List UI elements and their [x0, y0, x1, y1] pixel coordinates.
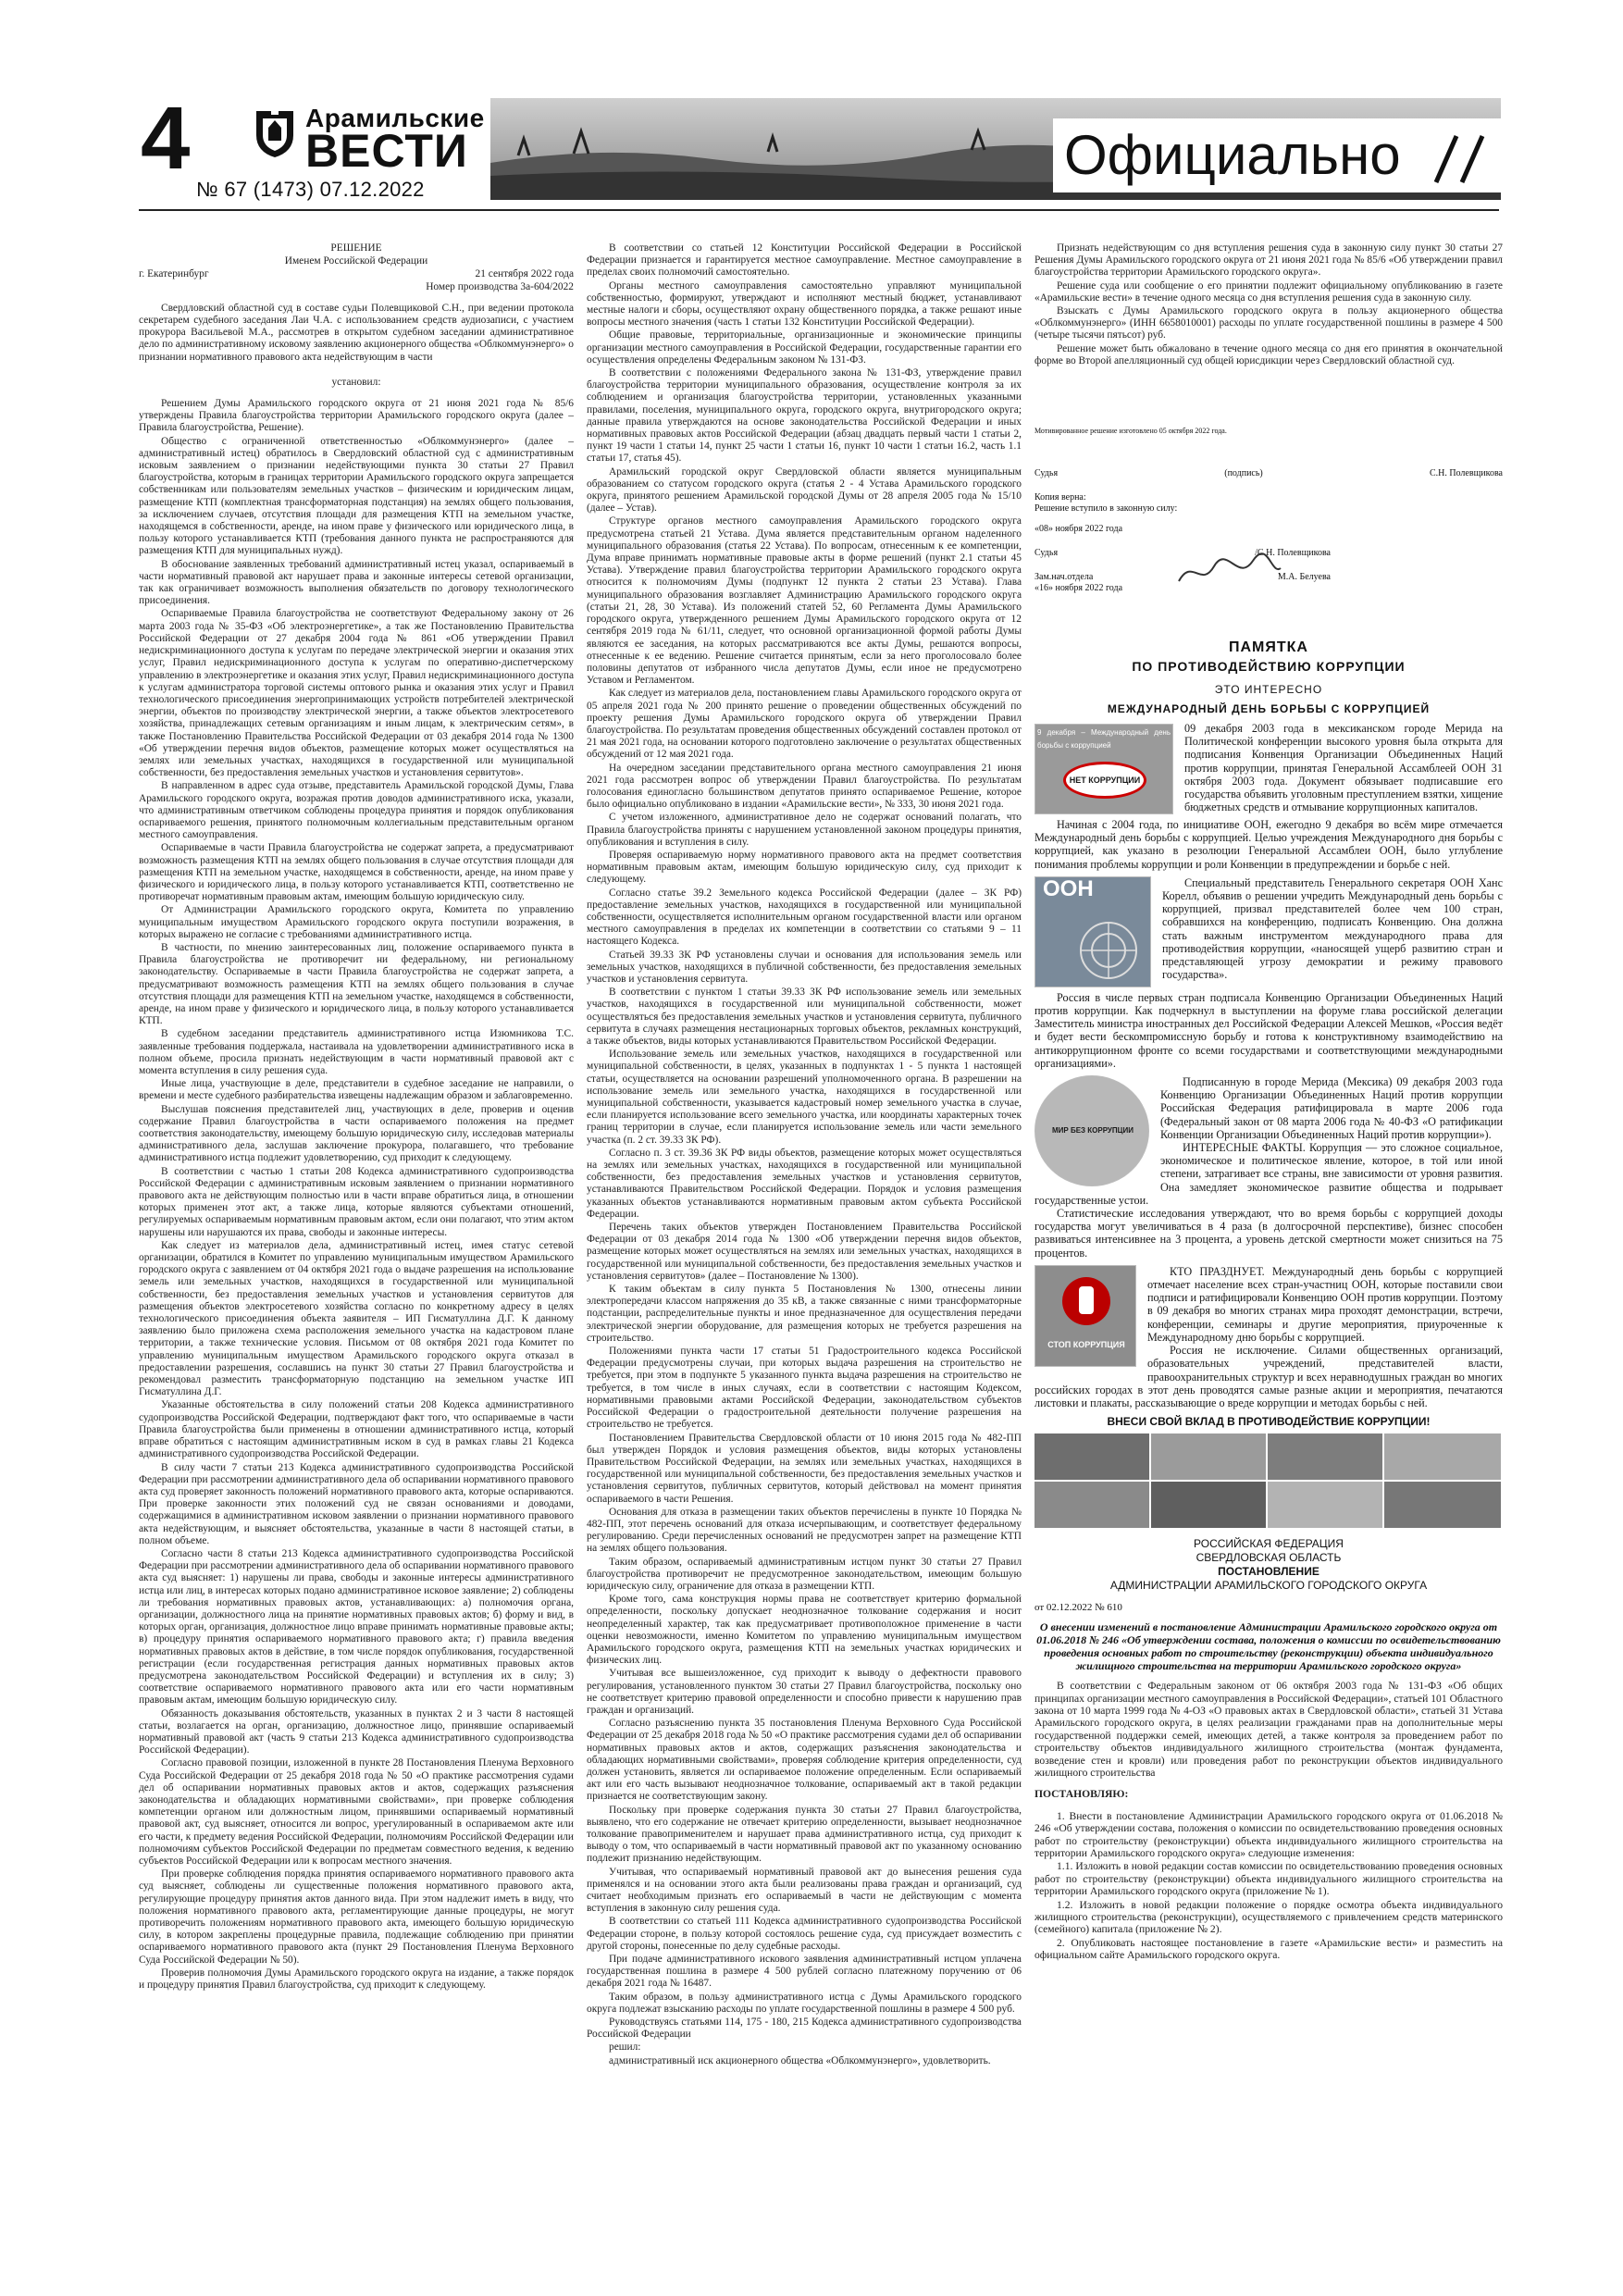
resolution-items: [1035, 1810, 1503, 1962]
decision-date: 21 сентября 2022 года: [475, 268, 574, 280]
memo-p6: ИНТЕРЕСНЫЕ ФАКТЫ. Коррупция — это сложное социальное, экономическое и политическое явление, которое, в той или иной степени, затрагивает все страны, вне зависимости от уровня развития. Она замедляет экономическое развитие общества и подрывает государственные устои.: [1035, 1141, 1503, 1207]
city-crest-icon: [254, 107, 296, 159]
img4-text: СТОП КОРРУПЦИЯ: [1047, 1339, 1125, 1349]
established-label: установил:: [331, 376, 381, 388]
decision-title: РЕШЕНИЕ: [330, 242, 382, 254]
body-paragraph: Согласно п. 3 ст. 39.36 ЗК РФ виды объектов, размещение которых может осуществляться на землях или земельных участках, находящихся в государственной или муниципальной собственности, без предоставления земельных участков и установления сервитутов, устанавливаются Правительством Российской Федерации. Порядок и условия размещения указанных объектов устанавливаются нормативным правовым актом субъекта Российской Федерации.: [587, 1147, 1022, 1220]
resolution-item: 1. Внести в постановление Администрации Арамильского городского округа от 01.06.2018 № 246 «Об утверждении состава, положения о комиссии по освидетельствованию проведения основных работ по строительству (реконструкции) объекта индивидуального жилищного строительства на территории Арамильского городского округа» следующие изменения:: [1035, 1809, 1503, 1859]
collage-photo: [1384, 1482, 1501, 1528]
body-paragraph: Решением Думы Арамильского городского округа от 21 июня 2021 года № 85/6 утверждены Правила благоустройства территории Арамильского городского округа (далее – Правила благоустройства, Решение).: [139, 398, 574, 434]
memo-p3: Специальный представитель Генерального секретаря ООН Ханс Корелл, объявив о решении учредить Международный день борьбы с коррупцией, призвал представителей более чем 100 стран, собравшихся на конференцию, подписать Конвенцию. Она должна стать важным инструментом международного права для противодействия коррупции, «наносящей ущерб развитию стран и представляющей угрозу демократии и режиму правового государства».: [1162, 875, 1503, 982]
body-paragraph: К таким объектам в силу пункта 5 Постановления № 1300, отнесены линии электропередачи классом напряжения до 35 кВ, а также связанные с ними трансформаторные подстанции, распределительные пункты и иное предназначенное для осуществления передачи электрической энергии оборудование, для размещения которых не требуется разрешения на строительство.: [587, 1284, 1022, 1344]
body-paragraph: Иные лица, участвующие в деле, представители в судебное заседание не направили, о времени и месте судебного разбирательства извещены надлежащим образом и заблаговременно.: [139, 1078, 574, 1102]
resolution-para: В соответствии с Федеральным законом от 06 октября 2003 года № 131-ФЗ «Об общих принципах организации местного самоуправления в Российской Федерации», статьей 101 Областного закона от 10 марта 1999 года № 4-ОЗ «О правовых актах в Свердловской области», статьей 31 Устава Арамильского городского округа, в целях реализации гражданами прав на дополнительные меры государственной поддержки семей, имеющих детей, а также контроля за проведением работ по строительству объектов индивидуального жилищного строительства (монтаж фундамента, возведение стен и кровли) или проведения работ по реконструкции объектов индивидуального жилищного строительства: [1035, 1680, 1503, 1779]
body-paragraph: В соответствии с пунктом 1 статьи 39.33 ЗК РФ использование земель или земельных участков, находящихся в государственной или муниципальной собственности, может осуществляться без предоставления земельных участков и установления сервитута, публичного сервитута в случаях размещения нестационарных торговых объектов, рекламных конструкций, а также объектов, виды которых устанавливаются Правительством Российской Федерации.: [587, 987, 1022, 1047]
resolution-item: 1.1. Изложить в новой редакции состав комиссии по освидетельствованию проведения основных работ по строительству (реконструкции) объекта индивидуального жилищного строительства на территории Арамильского городского округа (приложение № 1).: [1035, 1860, 1503, 1898]
memo-p5: Подписанную в городе Мерида (Мексика) 09 декабря 2003 года Конвенцию Организации Объединенных Наций против коррупции Российская Федерация ратифицировала в марте 2006 года (Федеральный закон от 08 марта 2006 года № 40-ФЗ «О ратификации Конвенции Организации Объединенных Наций против коррупции»).: [1160, 1075, 1503, 1141]
resolution-line4: АДМИНИСТРАЦИИ АРАМИЛЬСКОГО ГОРОДСКОГО ОКРУГА: [1109, 1579, 1428, 1593]
img1-caption: 9 декабря – Международный день борьбы с коррупцией: [1037, 728, 1171, 751]
deputy-date: «16» ноября 2022 года: [1035, 583, 1123, 593]
stop-corruption-image: [1035, 1265, 1136, 1367]
page-number: 4: [141, 89, 191, 188]
judge2-label: Судья: [1035, 548, 1059, 558]
body-paragraph: Использование земель или земельных участков, находящихся в государственной или муниципальной собственности, в целях, указанных в подпунктах 1 - 5 пункта 1 настоящей статьи, осуществляется на основании разрешений уполномоченного органа. В разрешении на использование земель или земельного участка, находящихся в государственной или муниципальной собственности, указывается кадастровый номер земельного участка в случае, если планируется использование всего земельного участка, или координаты характерных точек границ территории в случае, если планируется использование земель или части земельного участка (п. 2 ст. 39.33 ЗК РФ).: [587, 1049, 1022, 1146]
decision-subtitle: Именем Российской Федерации: [284, 255, 428, 267]
judge-signature-row: [1035, 468, 1503, 479]
body-paragraph: В соответствии с положениями Федерального закона № 131-ФЗ, утверждение правил благоустройства территории муниципального образования, осуществление контроля за их соблюдением и организация благоустройства территории, установленных указанными правилами, поселения, муниципального округа, городского округа, внутригородского округа; данные правила утверждаются на основе законодательства Российской Федерации и иных нормативных правовых актов Российской Федерации (абзац двадцать первый части 1 статьи 2, пункт 19 части 1 статьи 14, пункт 25 части 1 статьи 16, пункт 10 части 1 статьи 16.2, часть 1.1 статьи 17, статья 45).: [587, 367, 1022, 465]
memo-p2: Начиная с 2004 года, по инициативе ООН, ежегодно 9 декабря во всём мире отмечается Международный день борьбы с коррупцией. Целью учреждения Международного дня борьбы с коррупцией, как указано в резолюции Генеральной Ассамблеи ООН, было углубление понимания проблемы коррупции и роли Конвенции в предупреждении и борьбе с ней.: [1035, 818, 1503, 871]
body-paragraph: Перечень таких объектов утвержден Постановлением Правительства Российской Федерации от 03 декабря 2014 года № 1300 «Об утверждении перечня видов объектов, размещение которых может осуществляться на землях или земельных участках, находящихся в государственной или муниципальной собственности, без предоставления земельных участков и установления сервитутов» (далее – Постановление № 1300).: [587, 1222, 1022, 1282]
deputy-label: Зам.нач.отдела: [1035, 572, 1094, 582]
body-paragraph: Кроме того, сама конструкция нормы права не соответствует критерию формальной определенности, поскольку допускает неоднозначное толкование содержания и носит неопределенный характер, так как предусматривает противоположное применение в части оценки невозможности, именно Комитетом по управлению муниципальным имуществом Арамильского городского округа, размещения КТП на земельных участках юридических и физических лиц.: [587, 1594, 1022, 1667]
body-paragraph: В судебном заседании представитель административного истца Изюмникова Т.С. заявленные требования поддержала, настаивала на удовлетворении административного иска в полном объеме, просила признать недействующим в части нормативный правовой акт с момента вступления в силу решения суда.: [139, 1028, 574, 1076]
in-force-date: «08» ноября 2022 года: [1035, 524, 1123, 534]
header-rule: [139, 209, 1499, 211]
paper-title-line1: Арамильские: [305, 104, 485, 132]
double-slash-icon: [1429, 131, 1493, 187]
body-paragraph: Выслушав пояснения представителей лиц, участвующих в деле, проверив и оценив содержание Правил благоустройства в части оспариваемого положения на предмет соответствия законодательству, имеющему большую юридическую силу, исследовав материалы административного дела, заслушав заключение прокурора, полагавшего, что требование административного истца подлежит удовлетворению, суд приходит к следующему.: [139, 1103, 574, 1164]
resolution-item: 2. Опубликовать настоящее постановление в газете «Арамильские вести» и разместить на официальном сайте Арамильского городского округа.: [1035, 1936, 1503, 1962]
body-paragraph: Признать недействующим со дня вступления решения суда в законную силу пункт 30 статьи 27 Решения Думы Арамильского городского округа от 21 июня 2021 года № 85/6 «Об утверждении правил благоустройства территории Арамильского городского округа».: [1035, 242, 1503, 279]
memo-body: [1035, 722, 1503, 1409]
body-paragraph: Поскольку при проверке содержания пункта 30 статьи 27 Правил благоустройства, выявлено, что его содержание не отвечает критерию определенности, вызывает неоднозначное толкование правоприменителем и нарушает права административного истца, суд приходит к выводу о том, что оспариваемый в части нормативный правовой акт по указанному основанию подлежит признанию недействующим.: [587, 1804, 1022, 1865]
body-paragraph: В обоснование заявленных требований административный истец указал, оспариваемый в части нормативный правовой акт нарушает права и законные интересы сетевой организации, так как ограничивает возможность выполнения обязательств по договору технологического присоединения.: [139, 558, 574, 607]
resolution-date: от 02.12.2022 № 610: [1035, 1602, 1122, 1614]
collage-photo: [1151, 1482, 1266, 1528]
collage-photo: [1035, 1433, 1149, 1480]
column-3: [1035, 242, 1503, 1963]
newspaper-logo: [250, 104, 485, 187]
in-force-label: Решение вступило в законную силу:: [1035, 503, 1178, 514]
decision-city: г. Екатеринбург: [139, 268, 209, 280]
body-paragraph: Согласно статье 39.2 Земельного кодекса Российской Федерации (далее – ЗК РФ) предоставление земельных участков, находящихся в государственной или муниципальной собственности, осуществляется исполнительным органом государственной власти или органом местного самоуправления в пределах их компетенции в соответствии со статьями 9 – 11 настоящего Кодекса.: [587, 887, 1022, 948]
body-paragraph: Структуре органов местного самоуправления Арамильского городского округа предусмотрена статьей 21 Устава. Дума является представительным органом наделенного муниципального образования (статья 22 Устава). По вопросам, отнесенным к ее компетенции, Дума вправе принимать нормативные правовые акты в форме решений (пункт 2.1 статьи 45 Устава). Утверждение правил благоустройства территории Арамильского городского округа относится к полномочиям Думы (подпункт 12 пункта 2 статьи 23 Устава). Глава муниципального образования возглавляет Администрацию Арамильского городского округа (статьи 21, 28, 30 Устава). Из положений статей 52, 60 Регламента Думы Арамильского городского округа, утвержденного решением Думы Арамильского городского округа от 12 сентября 2019 года № 61/11, следует, что основной организационной формой работы Думы являются ее заседания, на которых рассматриваются все акты Думы, решаются вопросы, отнесенные к ее ведению. Решение считается принятым, если за него проголосовало более половины депутатов от избранного числа депутатов Думы, если иное не предусмотрено Уставом и Регламентом.: [587, 515, 1022, 687]
body-paragraph: От Администрации Арамильского городского округа, Комитета по управлению муниципальным имуществом Арамильского городского округа поступили возражения, в которых выражено не согласие с требованиями административного истца.: [139, 904, 574, 940]
resolution-line2: СВЕРДЛОВСКАЯ ОБЛАСТЬ: [1196, 1551, 1342, 1565]
body-paragraph: Согласно части 8 статьи 213 Кодекса административного судопроизводства Российской Федерации при рассмотрении административного дела об оспаривании нормативного правового акта суд выясняет: 1) нарушены ли права, свободы и законные интересы административного истца или лиц, в интересах которых подано административное исковое заявление; 2) соблюдены ли требования нормативных правовых актов, устанавливающих: а) полномочия органа, организации, должностного лица на принятие нормативных правовых актов; б) форму и вид, в которых орган, организация, должностное лицо вправе принимать нормативные правовые акты; в) процедуру принятия оспариваемого нормативного правового акта; г) правила введения нормативных правовых актов в действие, в том числе порядок опубликования, государственной регистрации (если государственная регистрация данных нормативных правовых актов предусмотрена законодательством Российской Федерации) и вступления их в силу; 3) соответствие оспариваемого нормативного правового акта или его части нормативным правовым актам, имеющим большую юридическую силу.: [139, 1547, 574, 1706]
issue-number: № 67 (1473) 07.12.2022: [196, 178, 425, 201]
collage-photo: [1268, 1482, 1382, 1528]
body-paragraph: Таким образом, оспариваемый административным истцом пункт 30 статьи 27 Правил благоустройства противоречит не предусмотренное законодательством, имеющим большую юридическую силу, ограничение для отказа в размещении КТП.: [587, 1556, 1022, 1592]
body-paragraph: Как следует из материалов дела, постановлением главы Арамильского городского округа от 05 апреля 2021 года № 200 принято решение о проведении общественных обсуждений по проекту решения Думы Арамильского городского округа об утверждении Правил благоустройства. По результатам проведения общественных обсуждений составлен протокол от 21 мая 2021 года, на основании которого подготовлено заключение о результатах общественных обсуждений от 12 мая 2021 года.: [587, 688, 1022, 761]
memo-p1: 09 декабря 2003 года в мексиканском городе Мерида на Политической конференции высокого уровня была открыта для подписания Конвенция Организации Объединенных Наций против коррупции, принятая Генеральной Ассамблеей ООН 31 октября 2003 года. Документ обязывает подписавшие его государства объявить уголовным преступлением взятки, хищение бюджетных средств и отмывание коррупционных капиталов.: [1184, 722, 1503, 814]
collage-photo: [1151, 1433, 1266, 1480]
collage-photo: [1384, 1433, 1501, 1480]
memo-callout: ВНЕСИ СВОЙ ВКЛАД В ПРОТИВОДЕЙСТВИЕ КОРРУПЦИИ!: [1107, 1415, 1431, 1429]
deputy-name: М.А. Белуева: [1277, 572, 1331, 582]
body-paragraph: Основания для отказа в размещении таких объектов перечислены в пункте 10 Порядка № 482-ПП, этот перечень оснований для отказа исчерпывающим, и соответствует федеральному регулированию. Среди перечисленных оснований не предусмотрен запрет на размещение КТП на землях общего пользования.: [587, 1506, 1022, 1555]
anticorruption-day-image: [1035, 724, 1173, 814]
body-paragraph: Руководствуясь статьями 114, 175 - 180, 215 Кодекса административного судопроизводства Российской Федерации: [587, 2017, 1022, 2041]
body-paragraph: Общество с ограниченной ответственностью «Облкоммунэнерго» (далее – административный истец) обратилось в Свердловский областной суд с административным исковым заявлением о признании недействующими пункта 30 статьи 27 Правил благоустройства, которым в границах территории Арамильского городского округа запрещается собственникам или пользователям земельных участков – физическим и юридическим лицам, размещение КТП (комплектная трансформаторная подстанция) на землях общего пользования, за исключением случаев, отсутствия площади для размещения КТП на земельном участке, находящемся в собственности, аренде, на ином праве у физического или юридического лица, в пользу которого устанавливается КТП (требования данного пункта не распространяются для размещения КТП для муниципальных нужд).: [139, 435, 574, 557]
body-paragraph: Оспариваемые Правила благоустройства не соответствуют Федеральному закону от 26 марта 2003 года № 35-ФЗ «Об электроэнергетике», а так же Постановлению Правительства Российской Федерации от 27 декабря 2004 года № 861 «Об утверждении Правил недискриминационного доступа к услугам по передаче электрической энергии и оказания этих услуг, Правил недискриминационного доступа к услугам по оперативно-диспетчерскому управлению в электроэнергетике и оказания этих услуг, Правил недискриминационного доступа к услугам администратора торговой системы оптового рынка и оказания этих услуг и Правил технологического присоединения энергопринимающих устройств потребителей электрической энергии, объектов по производству электрической энергии, а также объектов электросетевого хозяйства, принадлежащих сетевым организациям и иным лицам, к электрическим сетям», в также Постановлению Правительства Российской Федерации от 03 декабря 2014 года № 1300 «Об утверждении перечня видов объектов, размещение которых может осуществляться на землях или земельных участках, находящихся в государственной или муниципальной собственности, без предоставления земельных участков и установления сервитутов».: [139, 608, 574, 779]
body-paragraph: Постановлением Правительства Свердловской области от 10 июня 2015 года № 482-ПП был утвержден Порядок и условия размещения объектов, виды которых установлены Правительством Российской Федерации, на землях или земельных участках, находящихся в государственной или муниципальной собственности, без предоставления земельных участков и установления сервитутов, публичных сервитутов, который действовал на момент принятия оспариваемого в части Решения.: [587, 1432, 1022, 1505]
decision-meta: [139, 268, 574, 280]
memo-interesting: ЭТО ИНТЕРЕСНО: [1214, 683, 1323, 696]
resolution-decree: ПОСТАНОВЛЯЮ:: [1035, 1788, 1129, 1801]
body-paragraph: Как следует из материалов дела, административный истец, имея статус сетевой организации, обратился в Комитет по управлению муниципальным имуществом Арамильского городского округа с заявлением от 04 октября 2021 года о выдаче разрешения на использование земель или земельных участков, находящихся в государственной или муниципальной собственности, без предоставления земельных участков и установления сервитутов для размещения объектов электросетевого хозяйства согласно по конкретному адресу в целях технологического присоединения объекта заявителя – ИП Гисматуллина Д.Г. К данному заявлению было приложена схема расположения земельного участка на кадастровом плане территории, а также технические условия. Письмом от 08 октября 2021 года Комитет по управлению муниципальным имуществом Арамильского городского округа отказал в предоставлении разрешения, сославшись на пункт 30 статьи 27 Правил благоустройства и рекомендовал разместить трансформаторную подстанцию на земельном участке ИП Гисматуллина Д.Г.: [139, 1239, 574, 1398]
resolution-line1: РОССИЙСКАЯ ФЕДЕРАЦИЯ: [1194, 1537, 1344, 1551]
resolution-title: О внесении изменений в постановление Администрации Арамильского городского округа от 01.06.2018 № 246 «Об утверждении состава, положения о комиссии по освидетельствованию проведения основных работ по строительству (реконструкции) объекта индивидуального жилищного строительства на территории Арамильского городского округа»: [1036, 1620, 1501, 1673]
body-paragraph: На очередном заседании представительного органа местного самоуправления 21 июня 2021 года рассмотрен вопрос об утверждении Правил благоустройства. По результатам голосования единогласно большинством депутатов принято оспариваемое Решение, которое было официально опубликовано в издании «Арамильские вести», № 333, 30 июня 2021 года.: [587, 762, 1022, 811]
body-paragraph: Решение может быть обжаловано в течение одного месяца со дня его принятия в окончательной форме во Второй апелляционный суд общей юрисдикции через Свердловский областной суд.: [1035, 342, 1503, 366]
column-3-paragraphs: [1035, 242, 1503, 424]
body-paragraph: административный иск акционерного общества «Облкоммунэнерго», удовлетворить.: [609, 2054, 991, 2066]
memo-photo-collage: [1035, 1433, 1503, 1528]
paper-title-line2: ВЕСТИ: [305, 125, 468, 177]
judge-label: Судья: [1035, 468, 1059, 478]
body-paragraph: Учитывая все вышеизложенное, суд приходит к выводу о дефектности правового регулирования, установленного пунктом 30 статьи 27 Правил благоустройства, поскольку оно не соответствует критерию правовой определенности и способно привести к нарушению прав граждан и организаций.: [587, 1668, 1022, 1716]
decision-intro: Свердловский областной суд в составе судьи Полевщиковой С.Н., при ведении протокола секретарем судебного заседания Лаи Ч.А. с использованием средств аудиозаписи, с участием прокурора Васильевой М.А., рассмотрев в открытом судебном заседании административное дело по административному исковому заявлению акционерного общества «Облкоммунэнерго» о признании нормативного правового акта недействующим в части: [139, 302, 574, 363]
stop-hand-icon: [1059, 1273, 1114, 1329]
body-paragraph: Арамильский городской округ Свердловской области является муниципальным образованием со статусом городского округа (статья 2 - 4 Устава Арамильского городского округа, принятого решением Арамильской городской Думы от 28 апреля 2005 года № 15/10 (далее – Устав).: [587, 465, 1022, 515]
no-corruption-sign: НЕТ КОРРУПЦИИ: [1063, 762, 1146, 799]
body-paragraph: При подаче административного искового заявления административный истцом уплачена государственная пошлина в размере 4 500 рублей согласно платежному поручению от 06 декабря 2021 года № 16487.: [587, 1954, 1022, 1990]
body-paragraph: Согласно правовой позиции, изложенной в пункте 28 Постановления Пленума Верховного Суда Российской Федерации от 25 декабря 2018 года № 50 «О практике рассмотрения судами дел об оспаривании нормативных правовых актов и актов, содержащих разъяснения законодательства и обладающих нормативными свойствами», при проверке соблюдения компетенции органом или должностным лицом, принявшими оспариваемый нормативный правовой акт, суд выясняет, относится ли вопрос, урегулированный в оспариваемом акте или его части, к предмету ведения Российской Федерации, полномочиям Российской Федерации или полномочиям субъектов Российской Федерации по предметам совместного ведения, к ведению субъектов Российской Федерации или к вопросам местного значения.: [139, 1757, 574, 1867]
body-paragraph: В силу части 7 статьи 213 Кодекса административного судопроизводства Российской Федерации при рассмотрении административного дела об оспаривании нормативного правового акта суд проверяет законность положений нормативного правового акта, которые оспариваются. При проверке законности этих положений суд не связан основаниями и доводами, содержащимися в административном исковом заявлении о признании нормативного правового акта недействующим, и выясняет обстоятельства, указанные в части 8 настоящей статьи, в полном объеме.: [139, 1461, 574, 1546]
collage-photo: [1035, 1482, 1149, 1528]
signature-stamp-icon: [1173, 548, 1284, 594]
memo-title-1: ПАМЯТКА: [1229, 639, 1308, 655]
body-paragraph: В соответствии с частью 1 статьи 208 Кодекса административного судопроизводства Российской Федерации с административным исковым заявлением о признании нормативного правового акта не действующим полностью или в части вправе обратиться лица, в отношении которых применен этот акт, а также лица, которые являются субъектами отношений, регулируемых оспариваемым нормативным правовым актом, если они полагают, что этим актом нарушены или нарушаются их права, свободы и законные интересы.: [139, 1165, 574, 1238]
body-paragraph: Общие правовые, территориальные, организационные и экономические принципы организации местного самоуправления в Российской Федерации, государственные гарантии его осуществления определены Федеральным законом № 131-ФЗ.: [587, 329, 1022, 366]
body-paragraph: Указанные обстоятельства в силу положений статьи 208 Кодекса административного судопроизводства Российской Федерации, подтверждают факт того, что оспариваемые в части Правила благоустройства были применены в отношении административного истца, который вправе обратиться с настоящим административным иском в суд в рамках главы 21 Кодекса административного судопроизводства Российской Федерации.: [139, 1399, 574, 1460]
collage-photo: [1268, 1433, 1382, 1480]
resolution-line3: ПОСТАНОВЛЕНИЕ: [1218, 1565, 1319, 1579]
body-paragraph: решил:: [609, 2042, 641, 2054]
memo-title-2: ПО ПРОТИВОДЕЙСТВИЮ КОРРУПЦИИ: [1132, 659, 1406, 674]
body-paragraph: При проверке соблюдения порядка принятия оспариваемого нормативного правового акта суд выясняет, соблюдены ли существенные положения нормативного правового акта, регулирующие процедуру принятия актов данного вида. При этом надлежит иметь в виду, что положения нормативного правового акта, регламентирующие данные процедуры, не могут противоречить положениям нормативного правового акта, имеющего большую юридическую силу, в котором закреплены процедурные правила, подлежащие соблюдению при принятии оспариваемого нормативного правового акта (пункт 29 Постановления Пленума Верховного Суда Российской Федерации № 50).: [139, 1868, 574, 1966]
copy-correct: Копия верна:: [1035, 492, 1086, 503]
body-paragraph: Положениями пункта части 17 статьи 51 Градостроительного кодекса Российской Федерации предусмотрены случаи, при которых выдача разрешения на строительство не требуется, при этом в подпункте 5 указанного пункта выдача разрешения на строительство не требуется, в том числе в иных случаях, если в соответствии с настоящим Кодексом, нормативными правовыми актами Российской Федерации, законодательством субъектов Российской Федерации о градостроительной деятельности получение разрешения на строительство не требуется.: [587, 1346, 1022, 1431]
resolution-block: [1035, 1537, 1503, 1962]
column-1-paragraphs: [139, 398, 574, 1992]
body-paragraph: Учитывая, что оспариваемый нормативный правовой акт до вынесения решения суда применялся и на основании этого акта были реализованы права граждан и организаций, суд считает необходимым признать его оспариваемый в части не действующим с момента вступления в законную силу решения суда.: [587, 1866, 1022, 1915]
resolution-item: 1.2. Изложить в новой редакции положение о порядке осмотра объекта индивидуального жилищного строительства (реконструкции), осуществляемого с привлечением средств материнского (семейного) капитала (приложение № 2).: [1035, 1898, 1503, 1936]
body-paragraph: Органы местного самоуправления самостоятельно управляют муниципальной собственностью, формируют, утверждают и исполняют местный бюджет, устанавливают местные налоги и сборы, осуществляют охрану общественного порядка, а также решают иные вопросы местного значения (часть 1 статьи 132 Конституции Российской Федерации).: [587, 279, 1022, 329]
column-1: [139, 242, 574, 1992]
memo-p7: Статистические исследования утверждают, что во время борьбы с коррупцией доходы государства могут увеличиваться в 4 раза (в долгосрочной перспективе), бизнес способен развиваться интенсивнее на 3 процента, а уровень детской смертности может снизиться на 75 процентов.: [1035, 1207, 1503, 1260]
judge-name: С.Н. Полевщикова: [1429, 468, 1503, 478]
body-paragraph: Решение суда или сообщение о его принятии подлежит официальному опубликованию в газете «Арамильские вести» в течение одного месяца со дня вступления решения суда в законную силу.: [1035, 279, 1503, 304]
body-paragraph: В частности, по мнению заинтересованных лиц, положение оспариваемого пункта в Правила благоустройства не противоречит ни федеральному, ни региональному законодательству. Оспариваемые в части Правила благоустройства не содержат запрета, а предусматривают возможность размещения КТП на землях общего пользования в случае отсутствия площади для размещения КТП на земельном участке, находящемся в собственности, аренде, на ином праве у физического и юридического лица, в пользу которого устанавливается КТП.: [139, 941, 574, 1027]
body-paragraph: В направленном в адрес суда отзыве, представитель Арамильской городской Думы, Глава Арамильского городского округа, возражая против доводов административного иска, указали, что административным ответчиком соблюдены процедура принятия и порядок опубликования оспариваемого решения, принятого полномочным коллегиальным представительным органом местного самоуправления.: [139, 780, 574, 841]
memo-p4: Россия в числе первых стран подписала Конвенцию Организации Объединенных Наций против коррупции. Как подчеркнул в выступлении на форуме глава российской делегации Заместитель министра иностранных дел Российской Федерации Алексей Мешков, «Россия ведёт и будет вести бескомпромиссную борьбу и готова к конструктивному взаимодействию на антикоррупционном фронте со всеми государствами и соответствующими международными организациями».: [1035, 990, 1503, 1070]
section-title: [1053, 118, 1503, 192]
memo-day-title: МЕЖДУНАРОДНЫЙ ДЕНЬ БОРЬБЫ С КОРРУПЦИЕЙ: [1107, 702, 1431, 715]
body-paragraph: С учетом изложенного, административное дело не содержат оснований полагать, что Правила благоустройства приняты с нарушением установленной законом процедуры принятия, опубликования и вступления в силу.: [587, 812, 1022, 848]
un-text: ООН: [1043, 875, 1094, 901]
column-2-paragraphs: [587, 242, 1022, 2067]
section-title-text: Официально: [1064, 124, 1401, 186]
body-paragraph: Проверив полномочия Думы Арамильского городского округа на издание, а также порядок и процедуру принятия Правил благоустройства, суд приходит к следующему.: [139, 1967, 574, 1992]
column-2: [587, 242, 1022, 2066]
motivated-note: Мотивированное решение изготовлено 05 октября 2022 года.: [1035, 427, 1227, 435]
body-paragraph: Оспариваемые в части Правила благоустройства не содержат запрета, а предусматривают возможность размещения КТП на землях общего пользования в случае отсутствия площади для размещения КТП на земельном участке, находящемся в собственности, аренде, на ином праве у физического и юридического лица, в пользу которого устанавливается КТП, соответственно не противоречат нормативным правовым актам, имеющим большую юридическую силу.: [139, 842, 574, 903]
judge2-name: /С.Н. Полевщикова: [1255, 548, 1331, 558]
un-emblem-icon: [1076, 918, 1141, 983]
body-paragraph: В соответствии со статьей 111 Кодекса административного судопроизводства Российской Федерации стороне, в пользу которой состоялось решение суда, суд присуждает возместить с другой стороны, понесенные по делу судебные расходы.: [587, 1916, 1022, 1952]
body-paragraph: Проверяя оспариваемую норму нормативного правового акта на предмет соответствия нормативным правовым актам, имеющим большую юридическую силу, суд приходит к следующему.: [587, 849, 1022, 886]
body-paragraph: Согласно разъяснению пункта 35 постановления Пленума Верховного Суда Российской Федерации от 25 декабря 2018 года № 50 «О практике рассмотрения судами дел об оспаривании нормативных правовых актов и актов, содержащих разъяснения законодательства и обладающих нормативными свойствами», проверяя соблюдение критерия определенности, суд должен установить, является ли оспариваемое положение определенным. Если оспариваемый акт или его часть вызывают неоднозначное толкование, оспариваемый акт в такой редакции признается не соответствующим закону.: [587, 1718, 1022, 1803]
anticorruption-memo: [1035, 639, 1503, 1528]
case-number: Номер производства 3а-604/2022: [426, 280, 574, 292]
resolution-body: [1035, 1680, 1503, 1962]
world-without-corruption-image: [1035, 1075, 1149, 1186]
un-image: [1035, 876, 1151, 987]
body-paragraph: В соответствии со статьей 12 Конституции Российской Федерации в Российской Федерации признается и гарантируется местное самоуправление. Местное самоуправление в пределах своих полномочий самостоятельно.: [587, 242, 1022, 279]
body-paragraph: Статьей 39.33 ЗК РФ установлены случаи и основания для использования земель или земельных участков, находящихся в публичной собственности, без предоставления земельных участков и установления сервитута.: [587, 949, 1022, 985]
memo-p8: КТО ПРАЗДНУЕТ. Международный день борьбы с коррупцией отмечает население всех стран-участниц ООН, которые поставили свои подписи и ратифицировали Конвенцию ООН против коррупции. Поэтому в 09 декабря во многих странах мира проходят демонстрации, встречи, конференции, семинары и другие мероприятия, приуроченные к Международному дню борьбы с коррупцией.: [1147, 1264, 1503, 1344]
body-paragraph: Взыскать с Думы Арамильского городского округа в пользу акционерного общества «Облкоммунэнерго» (ИНН 6658010001) расходы по уплате государственной пошлины в размере 4 500 (четыре тысячи пятьсот) руб.: [1035, 305, 1503, 341]
img3-text: МИР БЕЗ КОРРУПЦИИ: [1051, 1126, 1134, 1136]
body-paragraph: Обязанность доказывания обстоятельств, указанных в пунктах 2 и 3 части 8 настоящей статьи, возлагается на орган, организацию, должностное лицо, принявшие оспариваемый нормативный правовой акт (часть 9 статьи 213 Кодекса административного судопроизводства Российской Федерации).: [139, 1707, 574, 1756]
signature-label: (подпись): [1224, 468, 1263, 478]
memo-p9: Россия не исключение. Силами общественных организаций, образовательных учреждений, представителей власти, правоохранительных структур и всех неравнодушных граждан во многих российских городах в этот день проводятся самые разные акции и мероприятия, печатаются листовки и плакаты, рассказывающие о вреде коррупции и методах борьбы с ней.: [1035, 1344, 1503, 1409]
body-paragraph: Таким образом, в пользу административного истца с Думы Арамильского городского округа подлежат взысканию расходы по уплате государственной пошлины в размере 4 500 руб.: [587, 1991, 1022, 2015]
